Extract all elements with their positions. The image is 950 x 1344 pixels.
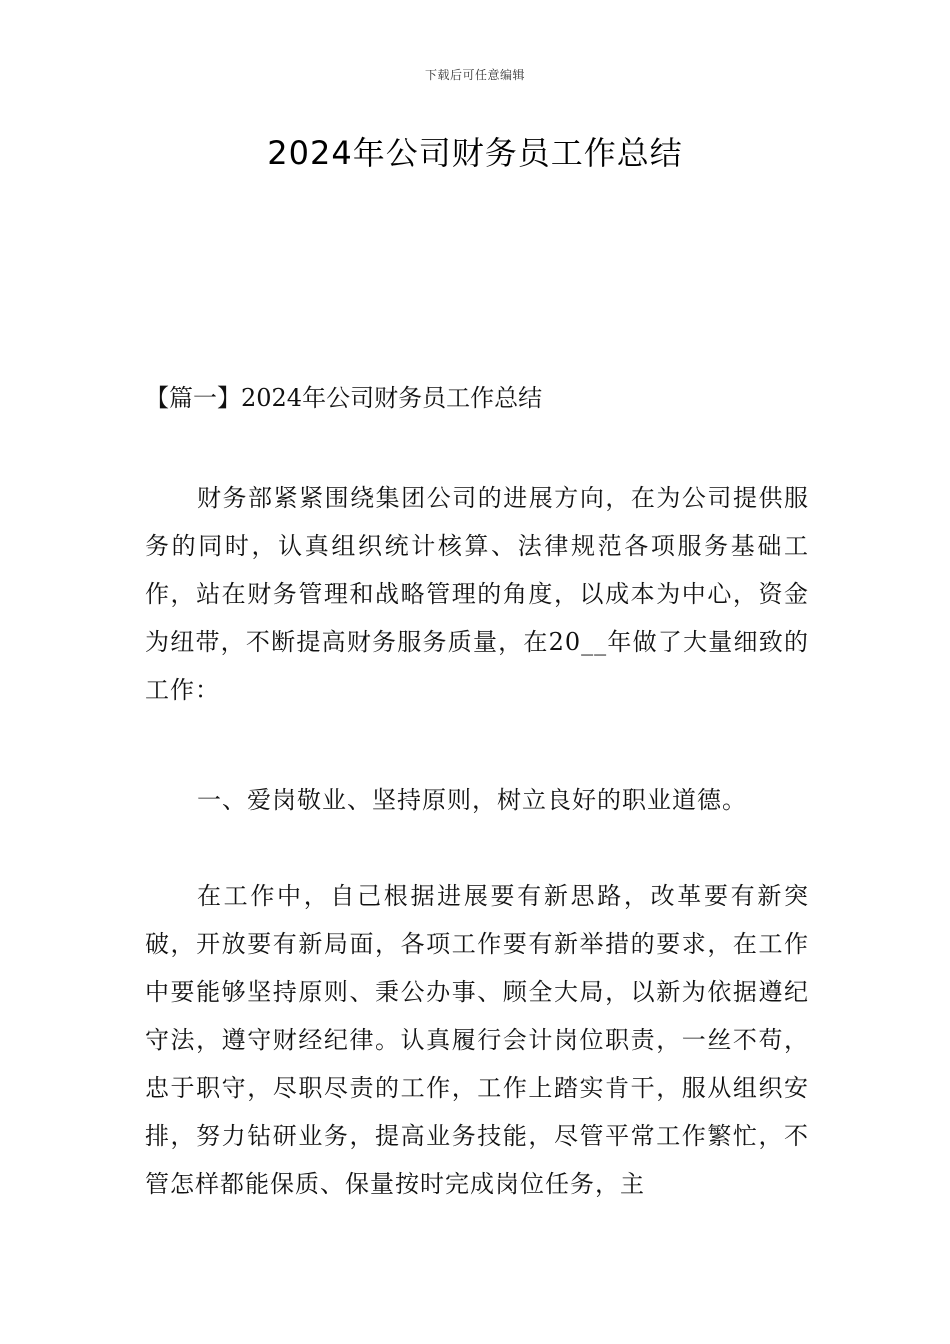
document-title: 2024年公司财务员工作总结	[267, 134, 683, 172]
paragraph-intro: 财务部紧紧围绕集团公司的进展方向，在为公司提供服务的同时，认真组织统计核算、法律规范各项服务基础工作，站在财务管理和战略管理的角度，以成本为中心，资金为纽带，不断提高财务服务质量，在20__年做了大量细致的工作：	[145, 484, 809, 704]
paragraph-body: 在工作中，自己根据进展要有新思路，改革要有新突破，开放要有新局面，各项工作要有新举措的要求，在工作中要能够坚持原则、秉公办事、顾全大局，以新为依据遵纪守法，遵守财经纪律。认真履行会计岗位职责，一丝不苟，忠于职守，尽职尽责的工作，工作上踏实肯干，服从组织安排，努力钻研业务，提高业务技能，尽管平常工作繁忙，不管怎样都能保质、保量按时完成岗位任务，主	[145, 882, 809, 1198]
header-note: 下载后可任意编辑	[424, 68, 525, 82]
paragraph-subheading: 一、爱岗敬业、坚持原则，树立良好的职业道德。	[197, 786, 747, 814]
section-heading: 【篇一】2024年公司财务员工作总结	[145, 384, 543, 412]
